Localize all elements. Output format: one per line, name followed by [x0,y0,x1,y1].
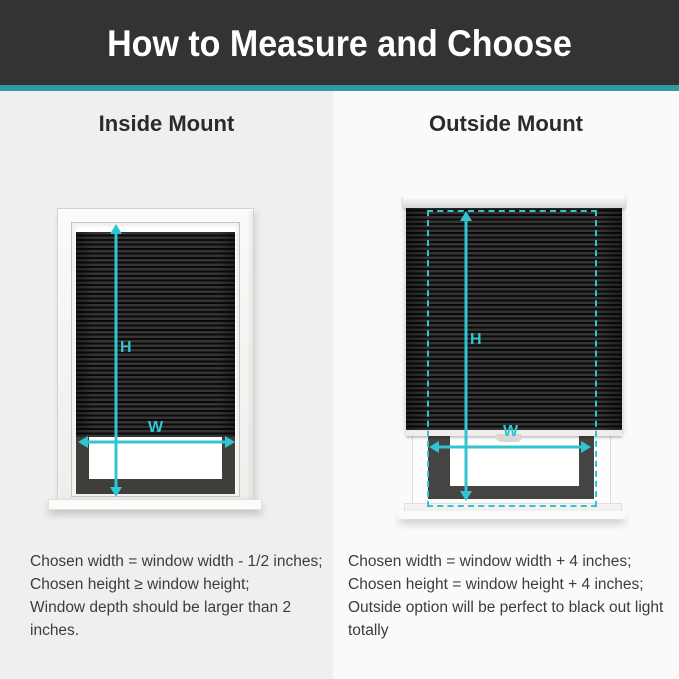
height-measure-arrow [110,224,122,497]
width-measure-arrow [429,440,591,453]
window-outline-dashed [427,210,597,507]
outside-mount-heading: Outside Mount [429,111,583,136]
height-measure-arrow [460,211,472,501]
note-line: Chosen height ≥ window height; [30,576,250,593]
height-label: H [470,331,482,348]
blind-headrail [403,195,625,208]
note-line: Chosen width = window width - 1/2 inches; [30,553,323,570]
arrow-down-icon [110,487,122,497]
title-banner [0,0,679,85]
outside-mount-notes [348,550,678,642]
window-sill [48,499,262,510]
inside-mount-heading: Inside Mount [98,111,235,136]
arrow-right-icon [581,441,591,453]
arrow-down-icon [460,491,472,501]
pleated-blind [76,232,235,437]
arrow-right-icon [225,436,235,448]
width-label: W [503,423,519,440]
note-line: Window depth should be larger than 2 inches. [30,599,292,639]
arrow-line [86,440,227,443]
width-label: W [148,419,164,436]
window-recess [71,222,240,497]
window-frame [57,208,254,504]
inside-mount-panel [0,91,333,679]
arrow-line [115,232,118,489]
height-label: H [120,339,132,356]
note-line: Chosen width = window width + 4 inches; [348,553,632,570]
arrow-line [437,445,583,448]
inside-mount-notes [30,550,330,642]
outside-mount-panel [333,91,679,679]
page-title: How to Measure and Choose [107,23,572,65]
note-line: Outside option will be perfect to black out light totally [348,599,664,639]
window-sill-ledge [399,511,625,519]
note-line: Chosen height = window height + 4 inches; [348,576,644,593]
